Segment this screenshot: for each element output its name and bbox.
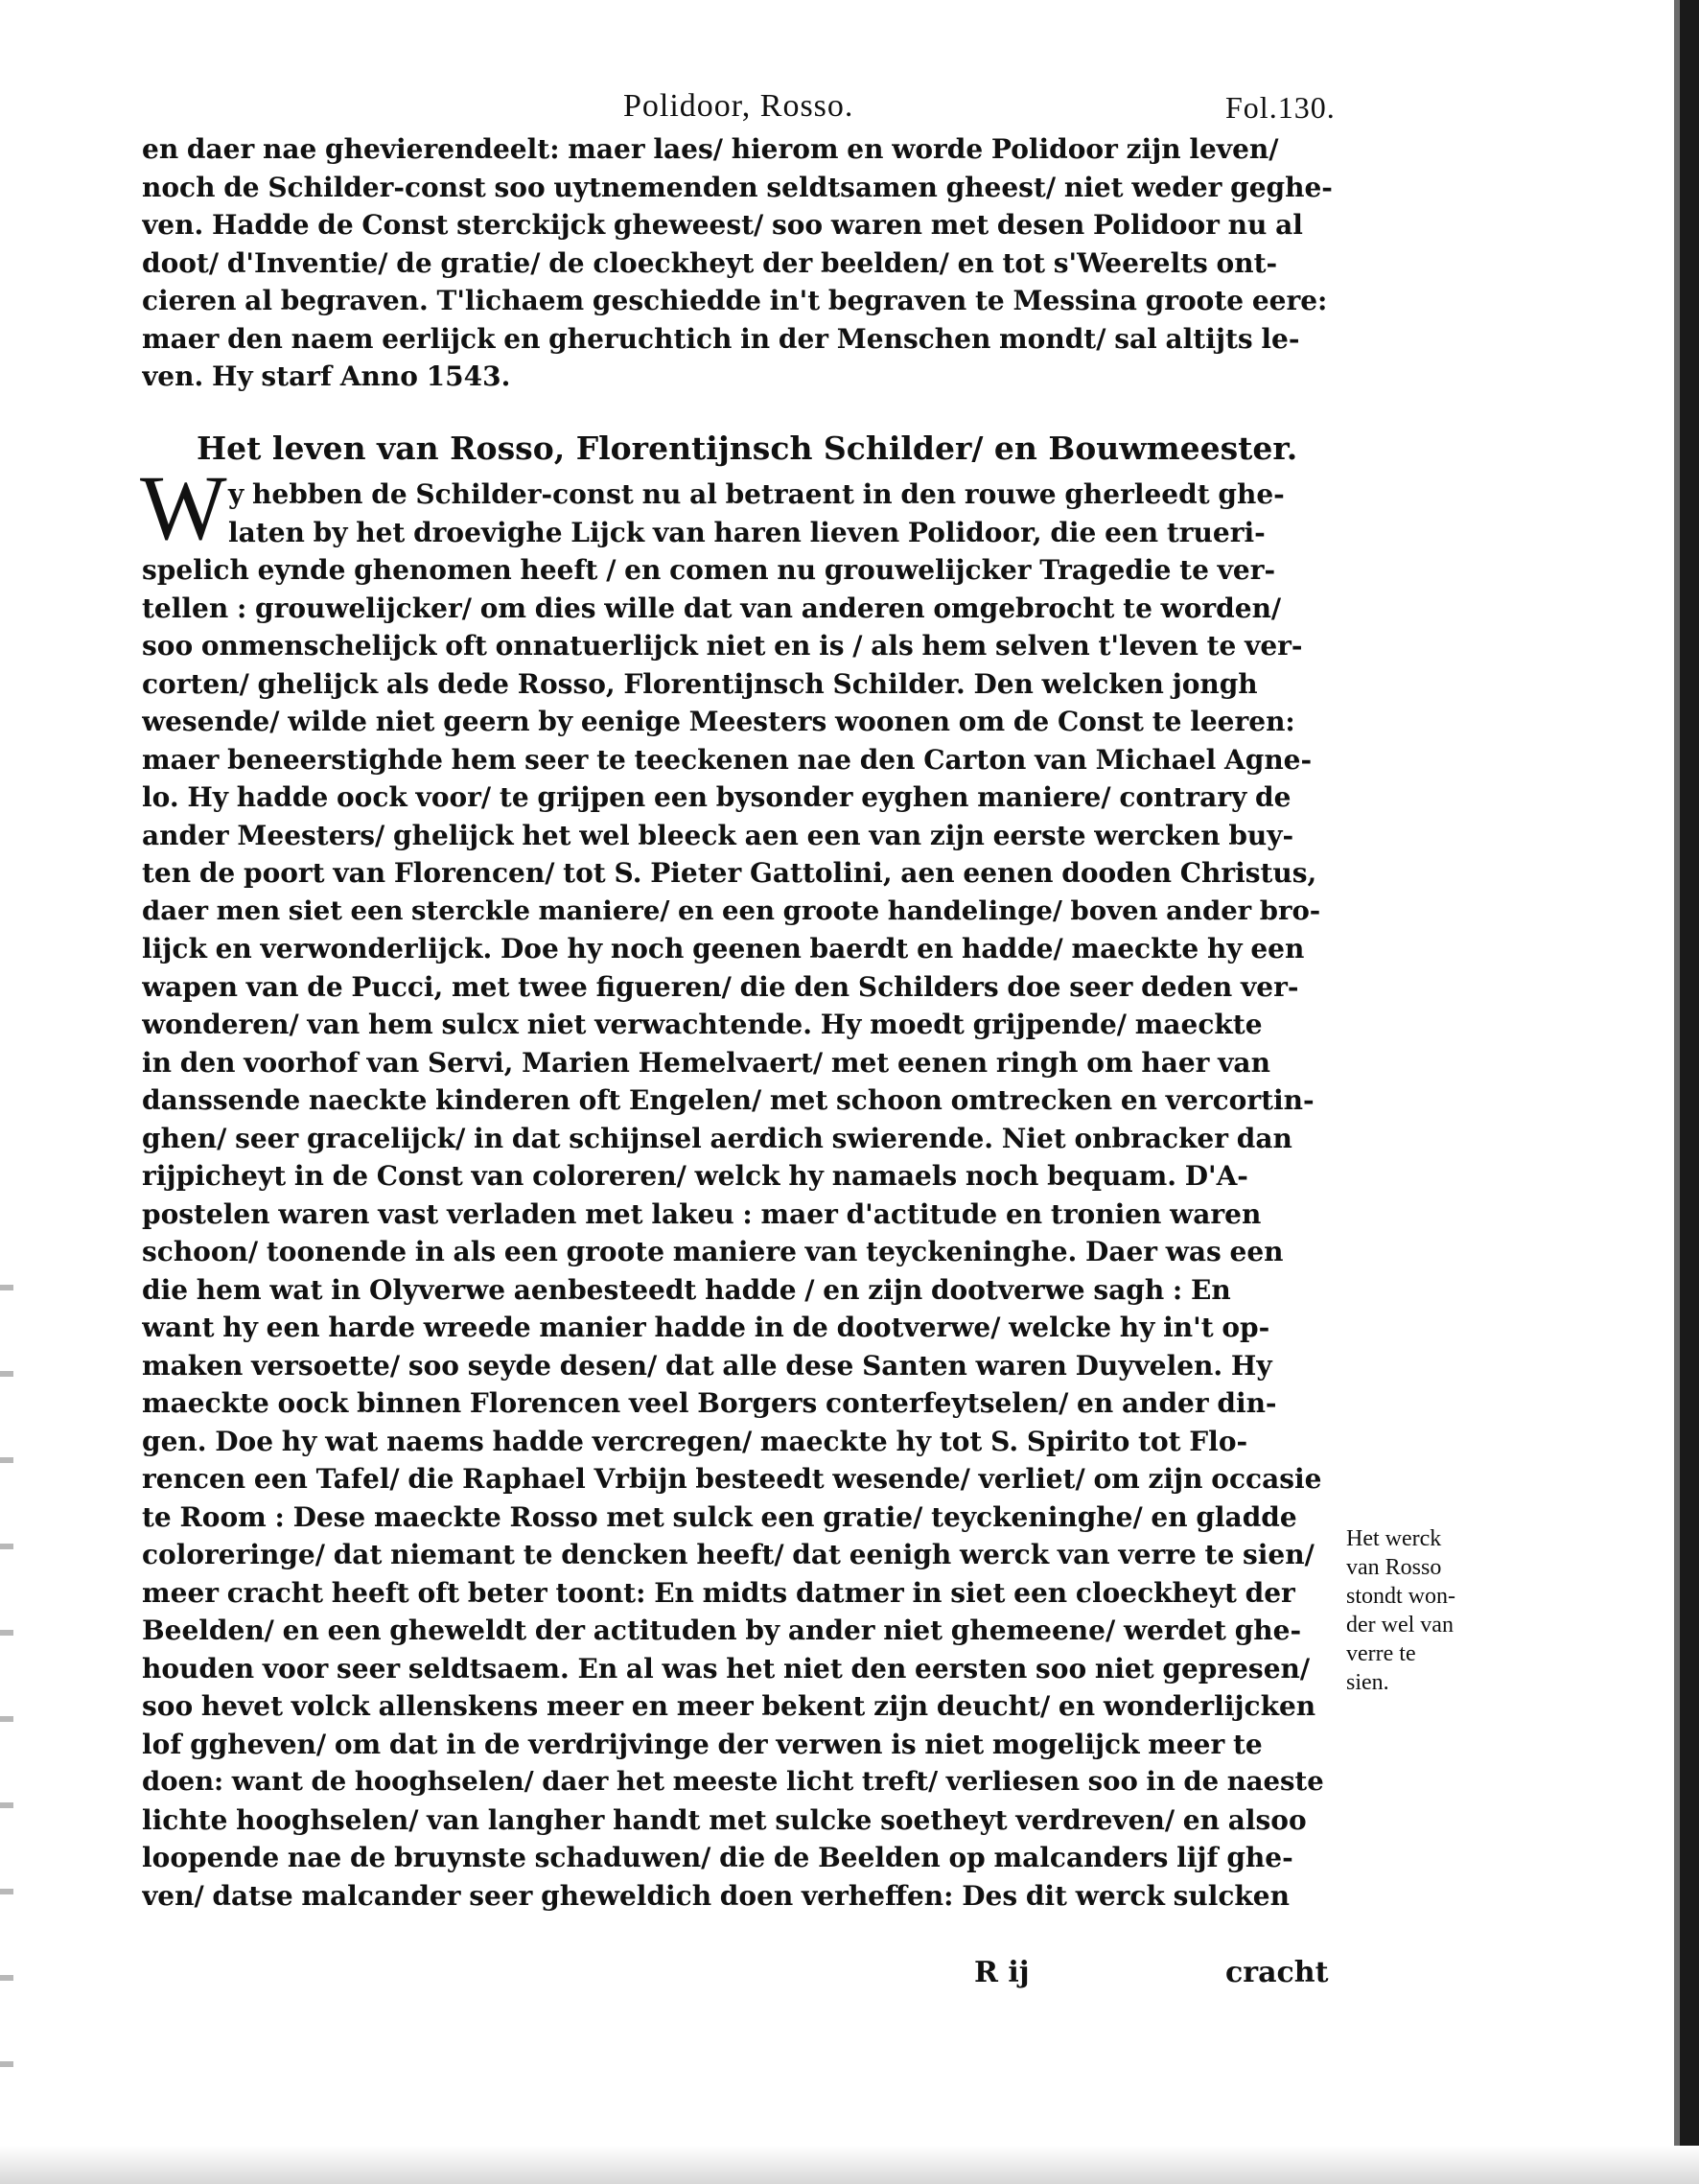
running-header — [0, 88, 1699, 127]
text-line: maer den naem eerlijck en gheruchtich in der Menschen mondt/ sal altijts le- — [142, 322, 1300, 355]
text-line: die hem wat in Olyverwe aenbesteedt hadde / en zijn dootverwe sagh : En — [142, 1273, 1231, 1306]
text-line: doen: want de hooghselen/ daer het meeste licht treft/ verliesen soo in de naeste — [142, 1766, 1324, 1797]
body-paragraph — [142, 476, 1338, 1915]
text-line: ven. Hy starf Anno 1543. — [142, 360, 511, 392]
text-line: Beelden/ en een gheweldt der actituden by ander niet ghemeene/ werdet ghe- — [142, 1615, 1302, 1646]
text-line: lo. Hy hadde oock voor/ te grijpen een bysonder eyghen maniere/ contrary de — [142, 781, 1292, 813]
text-line: ander Meesters/ ghelijck het wel bleeck aen een van zijn eerste wercken buy- — [142, 819, 1294, 851]
text-line: wapen van de Pucci, met twee figueren/ die den Schilders doe seer deden ver- — [142, 970, 1299, 1003]
text-line: te Room : Dese maeckte Rosso met sulck een gratie/ teyckeninghe/ en gladde — [142, 1500, 1297, 1533]
text-line: lijck en verwonderlijck. Doe hy noch geenen baerdt en hadde/ maeckte hy een — [142, 933, 1305, 964]
book-gutter — [1680, 0, 1699, 2184]
text-line: laten by het droevighe Lijck van haren lieven Polidoor, die een trueri- — [228, 516, 1266, 548]
text-line: lichte hooghselen/ van langher handt met sulcke soetheyt verdreven/ en alsoo — [142, 1803, 1307, 1836]
signature-mark: R ij — [974, 1956, 1030, 1989]
text-line: ghen/ seer gracelijck/ in dat schijnsel aerdich swierende. Niet onbracker dan — [142, 1122, 1292, 1154]
marginal-note-line: stondt won- — [1346, 1584, 1455, 1609]
text-line: y hebben de Schilder-const nu al betraent in den rouwe gherleedt ghe- — [228, 478, 1285, 510]
text-line: schoon/ toonende in als een groote maniere van teyckeninghe. Daer was een — [142, 1236, 1284, 1267]
text-line: lof ggheven/ om dat in de verdrijvinge der verwen is niet mogelijck meer te — [142, 1728, 1263, 1760]
text-line: daer men siet een sterckle maniere/ en een groote handelinge/ boven ander bro- — [142, 895, 1321, 926]
marginal-note — [1346, 1524, 1480, 1697]
text-line: noch de Schilder-const soo uytnemenden seldtsamen gheest/ niet weder geghe- — [142, 171, 1333, 203]
catchword: cracht — [1225, 1956, 1329, 1989]
page-bottom-shadow — [0, 2146, 1699, 2184]
text-line: gen. Doe hy wat naems hadde vercregen/ maeckte hy tot S. Spirito tot Flo- — [142, 1425, 1248, 1457]
text-line: en daer nae ghevierendeelt: maer laes/ hierom en worde Polidoor zijn leven/ — [142, 133, 1279, 165]
text-line: postelen waren vast verladen met lakeu : maer d'actitude en tronien waren — [142, 1197, 1262, 1230]
text-line: want hy een harde wreede manier hadde in de dootverwe/ welcke hy in't op- — [142, 1312, 1270, 1343]
text-line: coloreringe/ dat niemant te dencken heeft/ dat eenigh werck van verre te sien/ — [142, 1539, 1315, 1570]
text-line: soo onmenschelijck oft onnatuerlijck niet en is / als hem selven t'leven te ver- — [142, 630, 1303, 662]
text-line: ven/ datse malcander seer gheweldich doen verheffen: Des dit werck sulcken — [142, 1879, 1290, 1912]
marginal-note-line: sien. — [1346, 1670, 1389, 1695]
text-line: doot/ d'Inventie/ de gratie/ de cloeckheyt der beelden/ en tot s'Weerelts ont- — [142, 246, 1278, 279]
text-line: meer cracht heeft oft beter toont: En midts datmer in siet een cloeckheyt der — [142, 1576, 1295, 1609]
text-line: ven. Hadde de Const sterckijck gheweest/ soo waren met desen Polidoor nu al — [142, 209, 1303, 241]
folio-number: Fol.130. — [1225, 90, 1336, 125]
running-title: Polidoor, Rosso. — [623, 88, 854, 124]
text-line: wonderen/ van hem sulcx niet verwachtende. Hy moedt grijpende/ maeckte — [142, 1009, 1263, 1040]
text-line: in den voorhof van Servi, Marien Hemelvaert/ met eenen ringh om haer van — [142, 1046, 1270, 1079]
text-line: corten/ ghelijck als dede Rosso, Florentijnsch Schilder. Den welcken jongh — [142, 667, 1258, 700]
section-heading: Het leven van Rosso, Florentijnsch Schilder/ en Bouwmeester. — [197, 430, 1298, 467]
top-paragraph — [142, 130, 1338, 396]
text-line: tellen : grouwelijcker/ om dies wille dat van anderen omgebrocht te worden/ — [142, 592, 1282, 624]
text-line: danssende naeckte kinderen oft Engelen/ met schoon omtrecken en vercortin- — [142, 1084, 1315, 1116]
text-line: cieren al begraven. T'lichaem geschiedde in't begraven te Messina groote eere: — [142, 285, 1328, 316]
marginal-note-line: van Rosso — [1346, 1555, 1442, 1580]
text-line: ten de poort van Florencen/ tot S. Pieter Gattolini, aen eenen dooden Christus, — [142, 857, 1317, 889]
text-line: maeckte oock binnen Florencen veel Borgers conterfeytselen/ en ander din- — [142, 1387, 1277, 1419]
text-line: wesende/ wilde niet geern by eenige Meesters woonen om de Const te leeren: — [142, 706, 1295, 737]
text-line: rencen een Tafel/ die Raphael Vrbijn besteedt wesende/ verliet/ om zijn occasie — [142, 1463, 1322, 1495]
drop-cap: W — [140, 456, 227, 559]
text-line: loopende nae de bruynste schaduwen/ die de Beelden op malcanders lijf ghe- — [142, 1842, 1293, 1873]
marginal-note-line: verre te — [1346, 1641, 1416, 1666]
text-line: rijpicheyt in de Const van coloreren/ welck hy namaels noch bequam. D'A- — [142, 1160, 1248, 1192]
text-line: maken versoette/ soo seyde desen/ dat alle dese Santen waren Duyvelen. Hy — [142, 1349, 1272, 1382]
text-line: maer beneerstighde hem seer te teeckenen nae den Carton van Michael Agne- — [142, 743, 1313, 776]
text-line: spelich eynde ghenomen heeft / en comen nu grouwelijcker Tragedie te ver- — [142, 554, 1276, 586]
marginal-note-line: der wel van — [1346, 1613, 1454, 1638]
text-line: houden voor seer seldtsaem. En al was het niet den eersten soo niet gepresen/ — [142, 1652, 1311, 1684]
page-footer — [0, 1956, 1699, 1994]
marginal-note-line: Het werck — [1346, 1526, 1442, 1551]
text-line: soo hevet volck allenskens meer en meer bekent zijn deucht/ en wonderlijcken — [142, 1690, 1316, 1722]
